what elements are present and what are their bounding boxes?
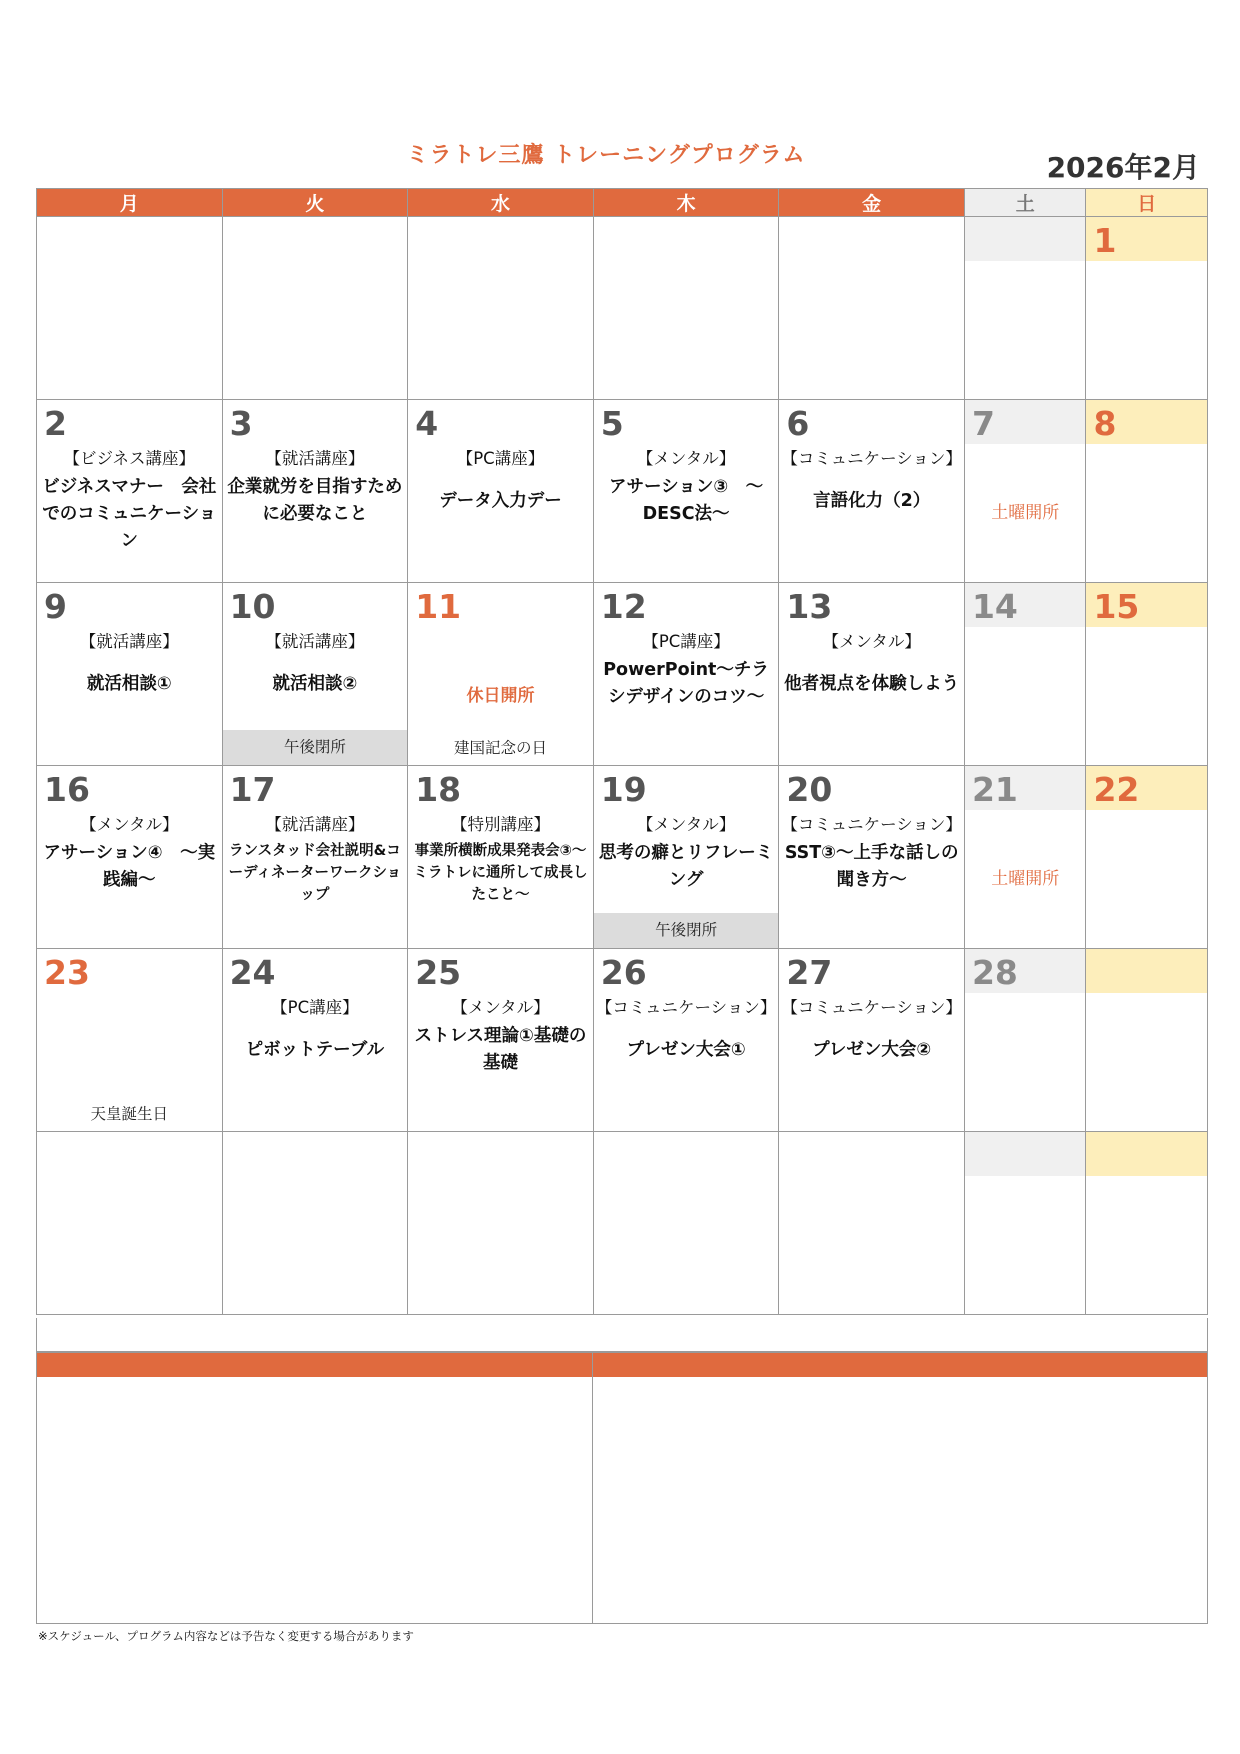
day-cell-sun <box>1086 949 1208 1132</box>
spacer-row <box>36 1318 1208 1352</box>
day-cell-sun <box>1086 400 1208 583</box>
event-category: 【コミュニケーション】 <box>781 449 962 468</box>
date-number: 19 <box>600 770 647 809</box>
event-category: 【PC講座】 <box>642 632 730 651</box>
notes-header-bar-right <box>593 1353 1207 1377</box>
date-number: 25 <box>415 953 462 992</box>
event-title: 企業就労を目指すために必要なこと <box>227 477 403 524</box>
event-category: 【メンタル】 <box>451 998 550 1017</box>
event-title: アサーション③ ～DESC法～ <box>609 477 764 524</box>
day-cell <box>593 949 779 1132</box>
weekday-sat: 土 <box>964 189 1085 217</box>
event-category: 【メンタル】 <box>636 815 736 834</box>
notes-header-bar-left <box>37 1353 592 1377</box>
day-cell <box>408 400 594 583</box>
day-cell-sun <box>1086 583 1208 766</box>
week-row-1 <box>37 217 1208 400</box>
event-title: SST③～上手な話しの聞き方～ <box>784 843 959 890</box>
date-number <box>1086 1132 1207 1176</box>
date-number: 17 <box>229 770 276 809</box>
holiday-name: 建国記念の日 <box>453 739 547 757</box>
date-number <box>1086 949 1207 993</box>
event-title: 思考の癖とリフレーミング <box>598 843 774 890</box>
notes-box-right <box>593 1353 1207 1623</box>
day-cell-sun <box>1086 1132 1208 1315</box>
date-number: 3 <box>229 404 253 443</box>
date-number: 23 <box>44 953 90 992</box>
weekday-mon: 月 <box>37 189 223 217</box>
event-title: 他者視点を体験しよう <box>784 674 960 694</box>
event-category: 【就活講座】 <box>265 449 365 468</box>
event-category: 【コミュニケーション】 <box>595 998 777 1017</box>
event-title: ピボットテーブル <box>245 1040 385 1060</box>
event-title: 就活相談① <box>86 674 172 694</box>
day-cell <box>779 400 965 583</box>
day-cell <box>593 583 779 766</box>
weekday-wed: 水 <box>408 189 594 217</box>
day-cell-sat <box>964 400 1085 583</box>
event-title: データ入力デー <box>439 491 562 511</box>
week-row-4 <box>37 766 1208 949</box>
weekday-tue: 火 <box>222 189 408 217</box>
event-title: アサーション④ ～実践編～ <box>43 843 216 890</box>
date-number: 8 <box>1086 400 1207 444</box>
event-category: 【コミュニケーション】 <box>781 815 962 834</box>
week-row-3 <box>37 583 1208 766</box>
date-number: 20 <box>786 770 833 809</box>
weekday-thu: 木 <box>593 189 779 217</box>
weekday-fri: 金 <box>779 189 965 217</box>
month-label: 2026年2月 <box>1046 151 1200 184</box>
date-number: 28 <box>965 949 1085 993</box>
day-cell <box>222 400 408 583</box>
saturday-open-label: 土曜開所 <box>991 869 1060 889</box>
week-row-2 <box>37 400 1208 583</box>
saturday-open-label: 土曜開所 <box>991 503 1060 523</box>
day-cell <box>37 400 223 583</box>
day-cell <box>779 217 965 400</box>
week-row-6 <box>37 1132 1208 1315</box>
day-cell <box>222 766 408 949</box>
event-title: ビジネスマナー 会社でのコミュニケーション <box>42 477 217 551</box>
day-cell <box>408 949 594 1132</box>
day-cell <box>37 1132 223 1315</box>
event-category: 【就活講座】 <box>265 632 365 651</box>
notes-section <box>36 1352 1208 1624</box>
week-row-5 <box>37 949 1208 1132</box>
date-number: 12 <box>600 587 647 626</box>
day-cell-sun <box>1086 766 1208 949</box>
date-number: 13 <box>786 587 833 626</box>
day-cell <box>37 766 223 949</box>
day-cell <box>222 217 408 400</box>
date-number: 5 <box>600 404 624 443</box>
day-cell-sun <box>1086 217 1208 400</box>
day-cell-sat <box>964 766 1085 949</box>
date-number: 14 <box>965 583 1085 627</box>
holiday-open-label: 休日開所 <box>466 686 535 706</box>
event-category: 【ビジネス講座】 <box>63 449 196 468</box>
date-number: 22 <box>1086 766 1207 810</box>
date-number <box>965 1132 1085 1176</box>
day-cell <box>408 583 594 766</box>
day-cell <box>37 217 223 400</box>
day-cell-sat <box>964 217 1085 400</box>
event-category: 【PC講座】 <box>456 449 545 468</box>
event-title: プレゼン大会① <box>626 1040 746 1060</box>
event-title: プレゼン大会② <box>812 1040 932 1060</box>
day-cell <box>593 1132 779 1315</box>
event-category: 【就活講座】 <box>79 632 179 651</box>
event-category: 【就活講座】 <box>265 815 365 834</box>
date-number: 11 <box>415 587 462 626</box>
day-cell <box>222 1132 408 1315</box>
date-number <box>965 217 1085 261</box>
day-cell <box>779 583 965 766</box>
holiday-name: 天皇誕生日 <box>90 1105 169 1123</box>
date-number: 4 <box>415 404 439 443</box>
date-number: 9 <box>44 587 67 626</box>
event-category: 【メンタル】 <box>80 815 179 834</box>
day-cell <box>37 949 223 1132</box>
event-title: PowerPoint～チラシデザインのコツ～ <box>603 660 769 707</box>
date-number: 26 <box>600 953 647 992</box>
event-category: 【PC講座】 <box>271 998 359 1017</box>
date-number: 1 <box>1086 217 1207 261</box>
day-cell <box>408 1132 594 1315</box>
day-cell <box>593 766 779 949</box>
afternoon-closed-bar: 午後閉所 <box>223 730 408 765</box>
event-title: 言語化力（2） <box>813 491 931 511</box>
date-number: 10 <box>229 587 276 626</box>
event-category: 【コミュニケーション】 <box>781 998 962 1017</box>
day-cell <box>37 583 223 766</box>
weekday-header-row <box>37 189 1208 217</box>
event-title: 就活相談② <box>272 674 358 694</box>
day-cell <box>779 1132 965 1315</box>
notes-box-left <box>37 1353 593 1623</box>
date-number: 24 <box>229 953 276 992</box>
day-cell <box>779 766 965 949</box>
day-cell <box>593 217 779 400</box>
event-category: 【特別講座】 <box>450 815 550 834</box>
event-category: 【メンタル】 <box>636 449 736 468</box>
day-cell-sat <box>964 583 1085 766</box>
day-cell-sat <box>964 949 1085 1132</box>
date-number: 2 <box>44 404 67 443</box>
date-number: 7 <box>965 400 1085 444</box>
event-title: 事業所横断成果発表会③～ミラトレに通所して成長したこと～ <box>413 843 588 903</box>
day-cell <box>222 583 408 766</box>
day-cell <box>222 949 408 1132</box>
event-title: ランスタッド会社説明&コーディネーターワークショップ <box>228 843 402 903</box>
day-cell <box>593 400 779 583</box>
date-number: 27 <box>786 953 833 992</box>
page-title: ミラトレ三鷹 トレーニングプログラム <box>406 143 806 168</box>
day-cell <box>779 949 965 1132</box>
day-cell <box>408 766 594 949</box>
date-number: 21 <box>965 766 1085 810</box>
date-number: 6 <box>786 404 810 443</box>
day-cell-sat <box>964 1132 1085 1315</box>
date-number: 18 <box>415 770 462 809</box>
date-number: 15 <box>1086 583 1207 627</box>
date-number: 16 <box>44 770 90 809</box>
event-title: ストレス理論①基礎の基礎 <box>414 1026 587 1073</box>
event-category: 【メンタル】 <box>822 632 921 651</box>
day-cell <box>408 217 594 400</box>
footnote: ※スケジュール、プログラム内容などは予告なく変更する場合があります <box>38 1629 414 1643</box>
calendar-grid <box>36 188 1208 1315</box>
weekday-sun: 日 <box>1086 189 1208 217</box>
afternoon-closed-bar: 午後閉所 <box>594 913 779 948</box>
